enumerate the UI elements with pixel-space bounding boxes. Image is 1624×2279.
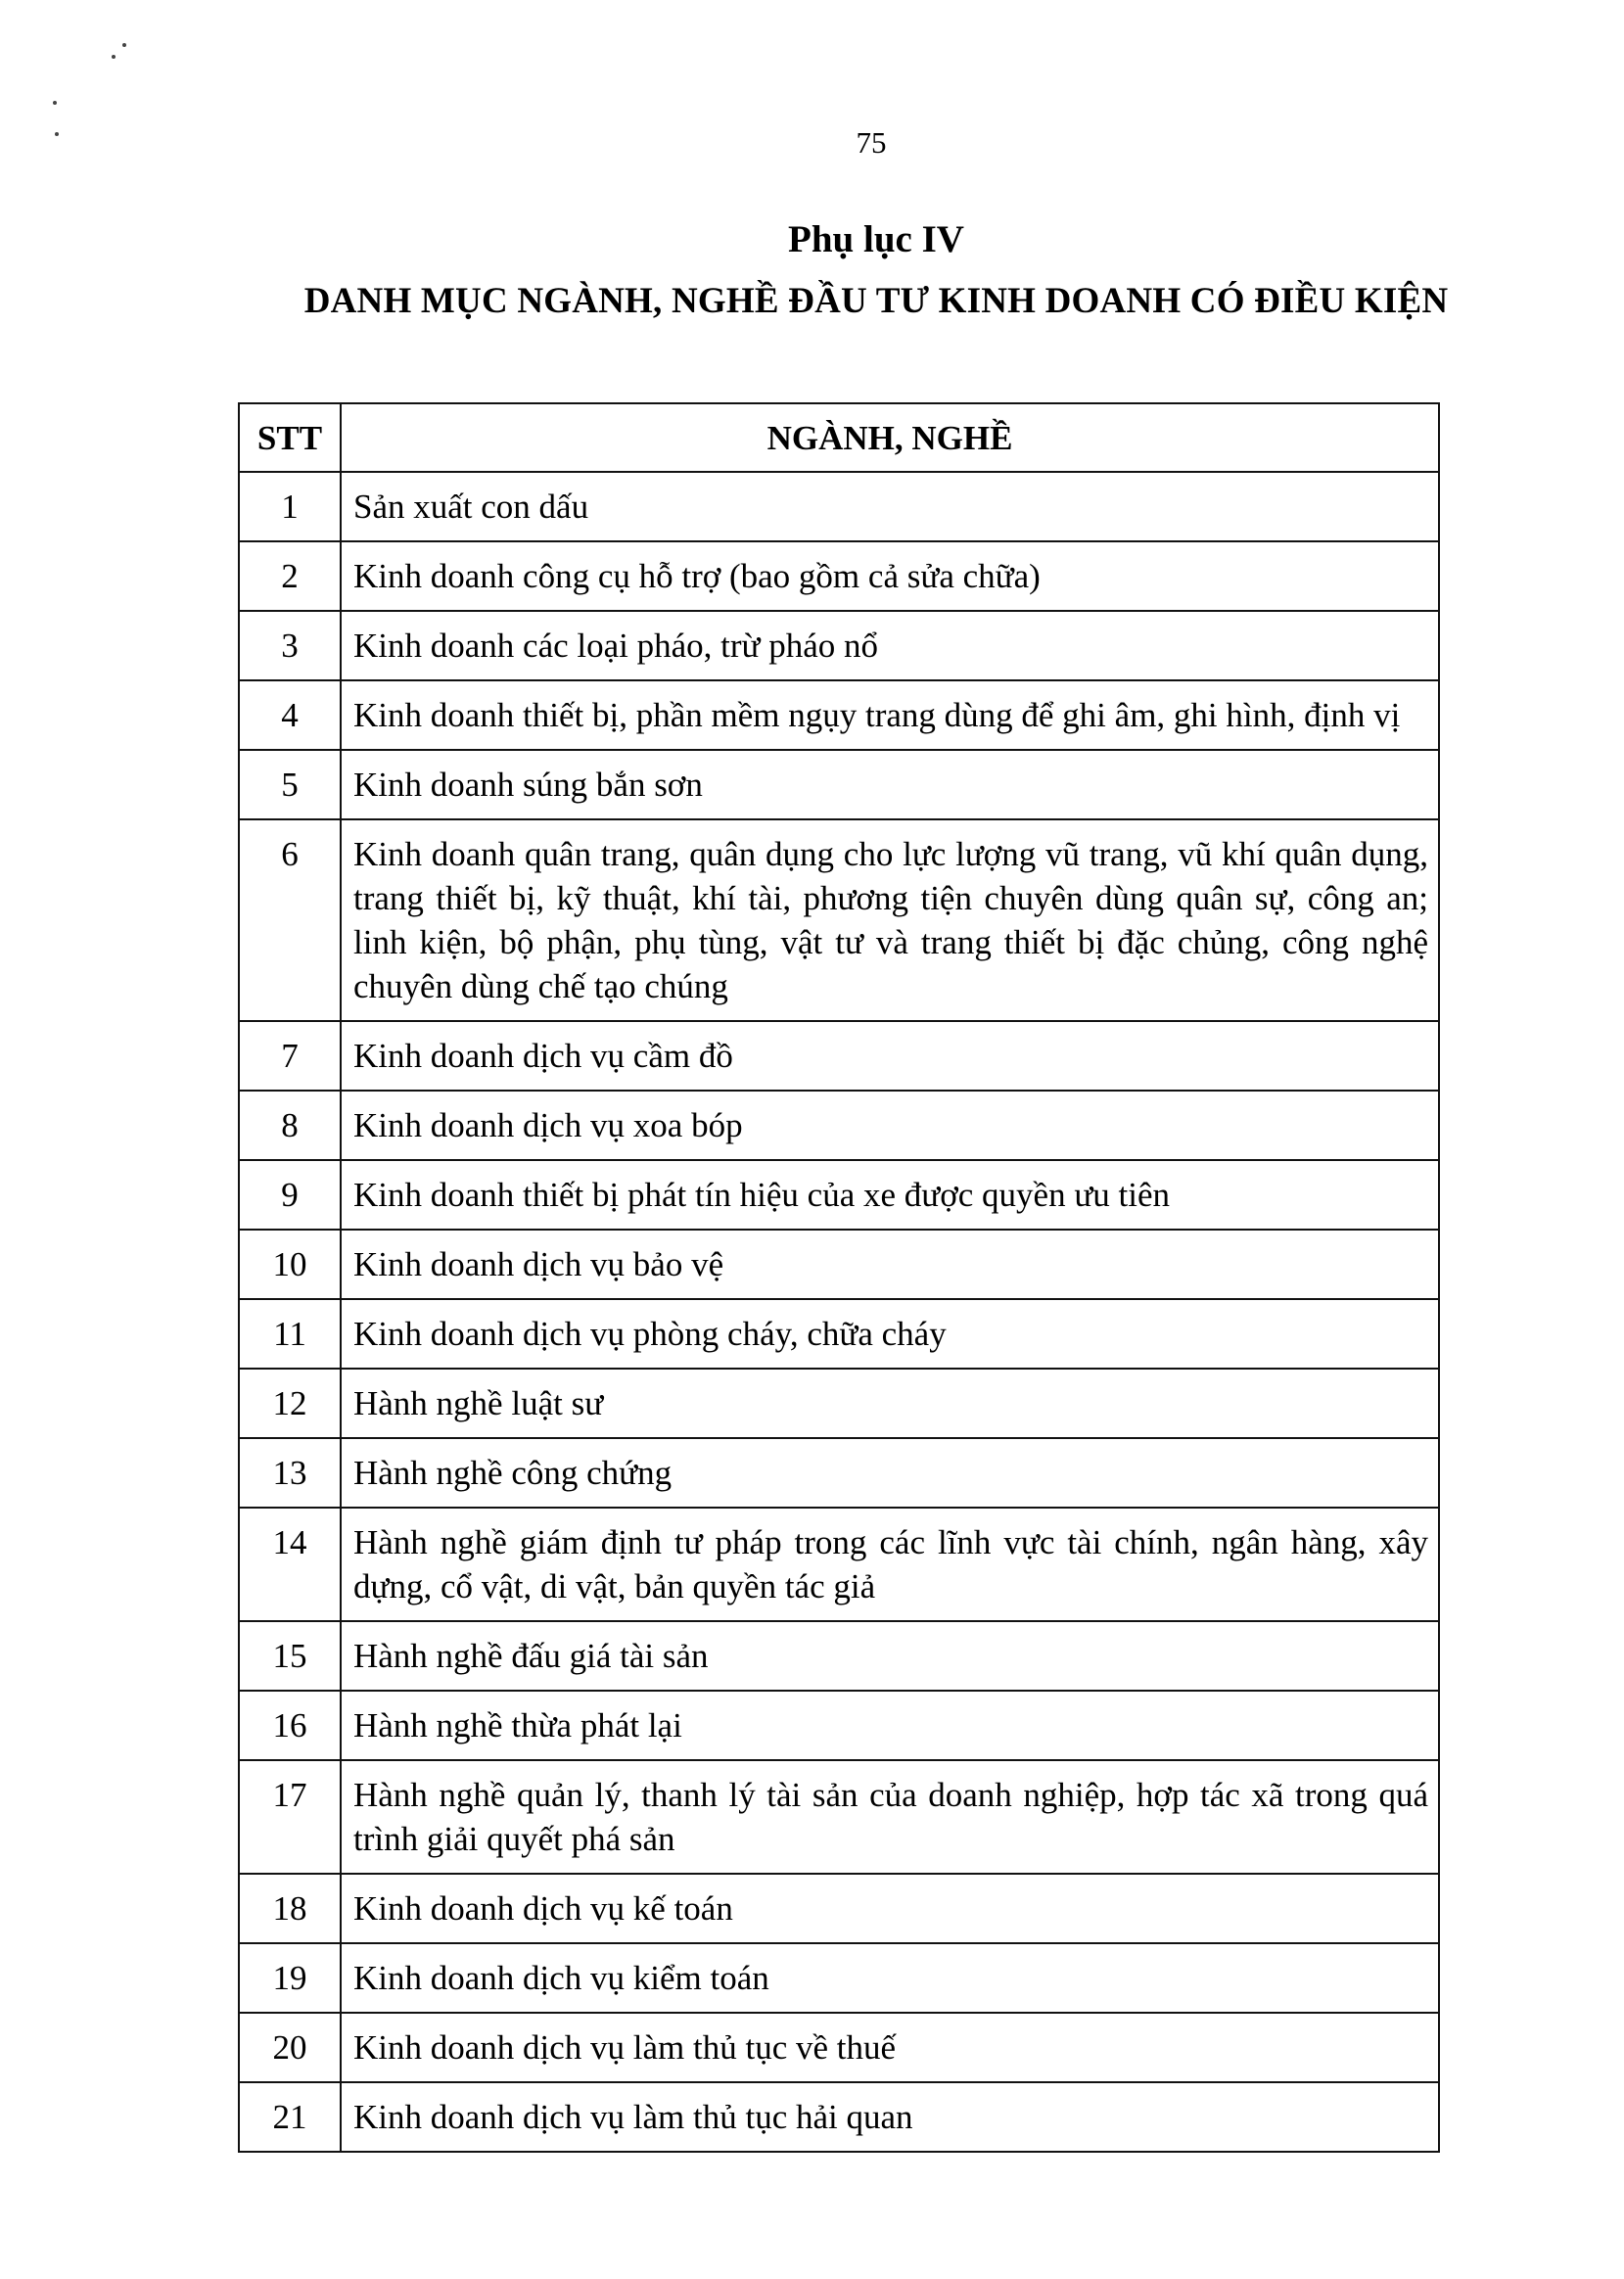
row-name: Kinh doanh dịch vụ phòng cháy, chữa cháy <box>341 1299 1439 1369</box>
row-stt: 14 <box>239 1508 341 1621</box>
scan-speck <box>112 55 116 59</box>
business-lines-table-wrapper <box>238 402 1440 2153</box>
table-row <box>239 1874 1439 1943</box>
table-row <box>239 472 1439 541</box>
row-name: Hành nghề đấu giá tài sản <box>341 1621 1439 1691</box>
business-lines-table <box>238 402 1440 2153</box>
table-row <box>239 819 1439 1021</box>
row-name: Hành nghề giám định tư pháp trong các lĩnh vực tài chính, ngân hàng, xây dựng, cổ vật, di vật, bản quyền tác giả <box>341 1508 1439 1621</box>
row-stt: 19 <box>239 1943 341 2013</box>
row-name: Hành nghề công chứng <box>341 1438 1439 1508</box>
page-number: 75 <box>856 125 887 160</box>
row-stt: 1 <box>239 472 341 541</box>
table-row <box>239 2013 1439 2082</box>
table-row <box>239 1438 1439 1508</box>
row-stt: 6 <box>239 819 341 1021</box>
row-stt: 10 <box>239 1230 341 1299</box>
row-stt: 20 <box>239 2013 341 2082</box>
table-row <box>239 1508 1439 1621</box>
document-title: DANH MỤC NGÀNH, NGHỀ ĐẦU TƯ KINH DOANH CÓ ĐIỀU KIỆN <box>303 281 1449 321</box>
table-row <box>239 1760 1439 1874</box>
row-name: Kinh doanh dịch vụ làm thủ tục về thuế <box>341 2013 1439 2082</box>
row-stt: 3 <box>239 611 341 680</box>
scan-speck <box>122 43 126 47</box>
row-name: Kinh doanh quân trang, quân dụng cho lực lượng vũ trang, vũ khí quân dụng, trang thiết bị, kỹ thuật, khí tài, phương tiện chuyên dùng quân sự, công an; linh kiện, bộ phận, phụ tùng, vật tư và trang thiết bị đặc chủng, công nghệ chuyên dùng chế tạo chúng <box>341 819 1439 1021</box>
scan-speck <box>53 101 57 105</box>
table-row <box>239 1091 1439 1160</box>
appendix-title: Phụ lục IV <box>788 218 964 260</box>
table-row <box>239 1230 1439 1299</box>
table-row <box>239 541 1439 611</box>
table-row <box>239 1369 1439 1438</box>
table-row <box>239 1621 1439 1691</box>
row-stt: 15 <box>239 1621 341 1691</box>
row-stt: 16 <box>239 1691 341 1760</box>
table-row <box>239 1160 1439 1230</box>
table-row <box>239 1021 1439 1091</box>
table-header-row <box>239 403 1439 472</box>
table-row <box>239 750 1439 819</box>
row-name: Kinh doanh dịch vụ cầm đồ <box>341 1021 1439 1091</box>
row-name: Hành nghề thừa phát lại <box>341 1691 1439 1760</box>
row-stt: 17 <box>239 1760 341 1874</box>
row-stt: 21 <box>239 2082 341 2152</box>
table-row <box>239 680 1439 750</box>
table-row <box>239 2082 1439 2152</box>
row-stt: 2 <box>239 541 341 611</box>
row-stt: 13 <box>239 1438 341 1508</box>
row-name: Sản xuất con dấu <box>341 472 1439 541</box>
row-stt: 18 <box>239 1874 341 1943</box>
row-stt: 11 <box>239 1299 341 1369</box>
row-name: Kinh doanh dịch vụ bảo vệ <box>341 1230 1439 1299</box>
row-name: Kinh doanh các loại pháo, trừ pháo nổ <box>341 611 1439 680</box>
row-stt: 12 <box>239 1369 341 1438</box>
row-name: Kinh doanh dịch vụ kiểm toán <box>341 1943 1439 2013</box>
header-stt: STT <box>239 403 341 472</box>
header-name: NGÀNH, NGHỀ <box>341 403 1439 472</box>
row-stt: 4 <box>239 680 341 750</box>
row-name: Kinh doanh thiết bị phát tín hiệu của xe được quyền ưu tiên <box>341 1160 1439 1230</box>
row-name: Kinh doanh thiết bị, phần mềm ngụy trang dùng để ghi âm, ghi hình, định vị <box>341 680 1439 750</box>
table-row <box>239 1691 1439 1760</box>
row-name: Hành nghề luật sư <box>341 1369 1439 1438</box>
row-name: Kinh doanh công cụ hỗ trợ (bao gồm cả sửa chữa) <box>341 541 1439 611</box>
row-stt: 5 <box>239 750 341 819</box>
row-stt: 8 <box>239 1091 341 1160</box>
table-row <box>239 1943 1439 2013</box>
row-name: Kinh doanh dịch vụ kế toán <box>341 1874 1439 1943</box>
row-name: Hành nghề quản lý, thanh lý tài sản của doanh nghiệp, hợp tác xã trong quá trình giải quyết phá sản <box>341 1760 1439 1874</box>
row-name: Kinh doanh dịch vụ xoa bóp <box>341 1091 1439 1160</box>
table-row <box>239 611 1439 680</box>
row-name: Kinh doanh súng bắn sơn <box>341 750 1439 819</box>
row-stt: 7 <box>239 1021 341 1091</box>
row-stt: 9 <box>239 1160 341 1230</box>
table-row <box>239 1299 1439 1369</box>
row-name: Kinh doanh dịch vụ làm thủ tục hải quan <box>341 2082 1439 2152</box>
